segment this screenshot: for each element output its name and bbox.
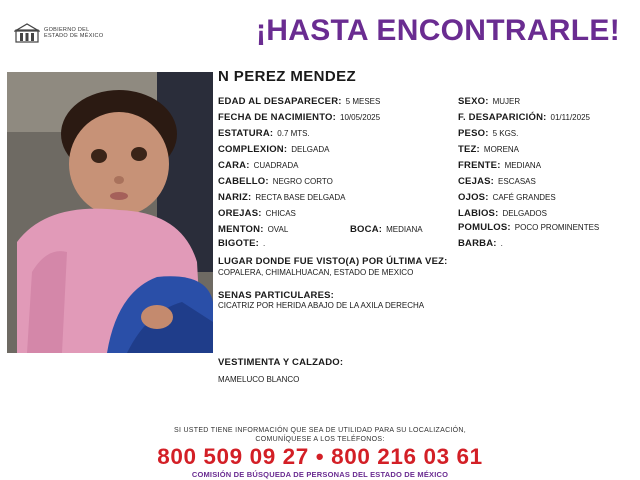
ojos-value: CAFÉ GRANDES [492, 193, 556, 202]
field-cara [218, 160, 299, 171]
contact-line-1: SI USTED TIENE INFORMACIÓN QUE SEA DE UTILIDAD PARA SU LOCALIZACIÓN, [173, 427, 467, 434]
field-labios [458, 208, 547, 219]
labios-value: DELGADOS [502, 209, 547, 218]
field-fecha-nacimiento [218, 112, 380, 123]
fdes-value: 01/11/2025 [550, 113, 590, 122]
sexo-label: SEXO: [458, 96, 489, 107]
cara-label: CARA: [218, 160, 250, 171]
ojos-label: OJOS: [458, 192, 489, 203]
field-ojos [458, 192, 556, 203]
frente-value: MEDIANA [504, 161, 542, 170]
sexo-value: MUJER [492, 97, 521, 106]
field-pomulos [458, 222, 599, 233]
field-cabello [218, 176, 333, 187]
menton-value: OVAL [267, 225, 289, 234]
edad-value: 5 MESES [345, 97, 381, 106]
field-bigote [218, 238, 265, 249]
cabello-label: CABELLO: [218, 176, 269, 187]
vestimenta-heading: VESTIMENTA Y CALZADO: [218, 357, 344, 368]
cara-value: CUADRADA [253, 161, 299, 170]
field-estatura [218, 128, 310, 139]
fnac-value: 10/05/2025 [340, 113, 381, 122]
cabello-value: NEGRO CORTO [272, 177, 333, 186]
estatura-value: 0.7 MTS. [277, 129, 310, 138]
bigote-value: . [262, 239, 266, 248]
state-emblem-icon [14, 22, 40, 44]
complexion-label: COMPLEXION: [218, 144, 288, 155]
labios-label: LABIOS: [458, 208, 499, 219]
nariz-label: NARIZ: [218, 192, 252, 203]
government-logo [14, 22, 103, 44]
estatura-label: ESTATURA: [218, 128, 274, 139]
field-frente [458, 160, 541, 171]
field-cejas [458, 176, 536, 187]
lugar-value: COPALERA, CHIMALHUACAN, ESTADO DE MEXICO [218, 268, 414, 277]
complexion-value: DELGADA [291, 145, 330, 154]
field-menton [218, 224, 288, 235]
tez-value: MORENA [483, 145, 520, 154]
boca-value: MEDIANA [386, 225, 423, 234]
frente-label: FRENTE: [458, 160, 501, 171]
edad-label: EDAD AL DESAPARECER: [218, 96, 342, 107]
field-peso [458, 128, 518, 139]
vestimenta-value: MAMELUCO BLANCO [218, 375, 300, 384]
field-fecha-desaparicion [458, 112, 590, 123]
field-boca [350, 224, 423, 235]
child-photo [7, 72, 213, 353]
menton-label: MENTON: [218, 224, 264, 235]
barba-label: BARBA: [458, 238, 497, 249]
cejas-value: ESCASAS [498, 177, 536, 186]
contact-info [0, 427, 640, 444]
person-name: N PEREZ MENDEZ [218, 68, 357, 85]
phone-numbers: 800 509 09 27 • 800 216 03 61 [157, 444, 483, 469]
headline: ¡HASTA ENCONTRARLE! [256, 14, 621, 47]
fnac-label: FECHA DE NACIMIENTO: [218, 112, 336, 123]
field-barba [458, 238, 503, 249]
orejas-label: OREJAS: [218, 208, 262, 219]
peso-value: 5 KGS. [492, 129, 519, 138]
pomulos-value: POCO PROMINENTES [514, 223, 600, 232]
child-photo-illustration [7, 72, 213, 353]
field-edad [218, 96, 380, 107]
field-nariz [218, 192, 346, 203]
bigote-label: BIGOTE: [218, 238, 259, 249]
commission-name: COMISIÓN DE BÚSQUEDA DE PERSONAS DEL ESTADO DE MÉXICO [191, 470, 449, 479]
senas-heading: SENAS PARTICULARES: [218, 290, 335, 301]
boca-label: BOCA: [350, 224, 383, 235]
nariz-value: RECTA BASE DELGADA [255, 193, 346, 202]
field-orejas [218, 208, 296, 219]
field-sexo [458, 96, 520, 107]
logo-line-1: GOBIERNO DEL [44, 26, 90, 33]
pomulos-label: POMULOS: [458, 222, 511, 233]
contact-line-2: COMUNÍQUESE A LOS TELÉFONOS: [255, 435, 385, 443]
senas-value: CICATRIZ POR HERIDA ABAJO DE LA AXILA DERECHA [218, 301, 425, 310]
fdes-label: F. DESAPARICIÓN: [458, 112, 547, 123]
logo-text [44, 27, 103, 40]
tez-label: TEZ: [458, 144, 480, 155]
field-complexion [218, 144, 329, 155]
cejas-label: CEJAS: [458, 176, 495, 187]
lugar-heading: LUGAR DONDE FUE VISTO(A) POR ÚLTIMA VEZ: [218, 256, 448, 267]
field-tez [458, 144, 519, 155]
peso-label: PESO: [458, 128, 489, 139]
barba-value: . [500, 239, 503, 248]
orejas-value: CHICAS [265, 209, 296, 218]
logo-line-2: ESTADO DE MÉXICO [44, 33, 104, 39]
